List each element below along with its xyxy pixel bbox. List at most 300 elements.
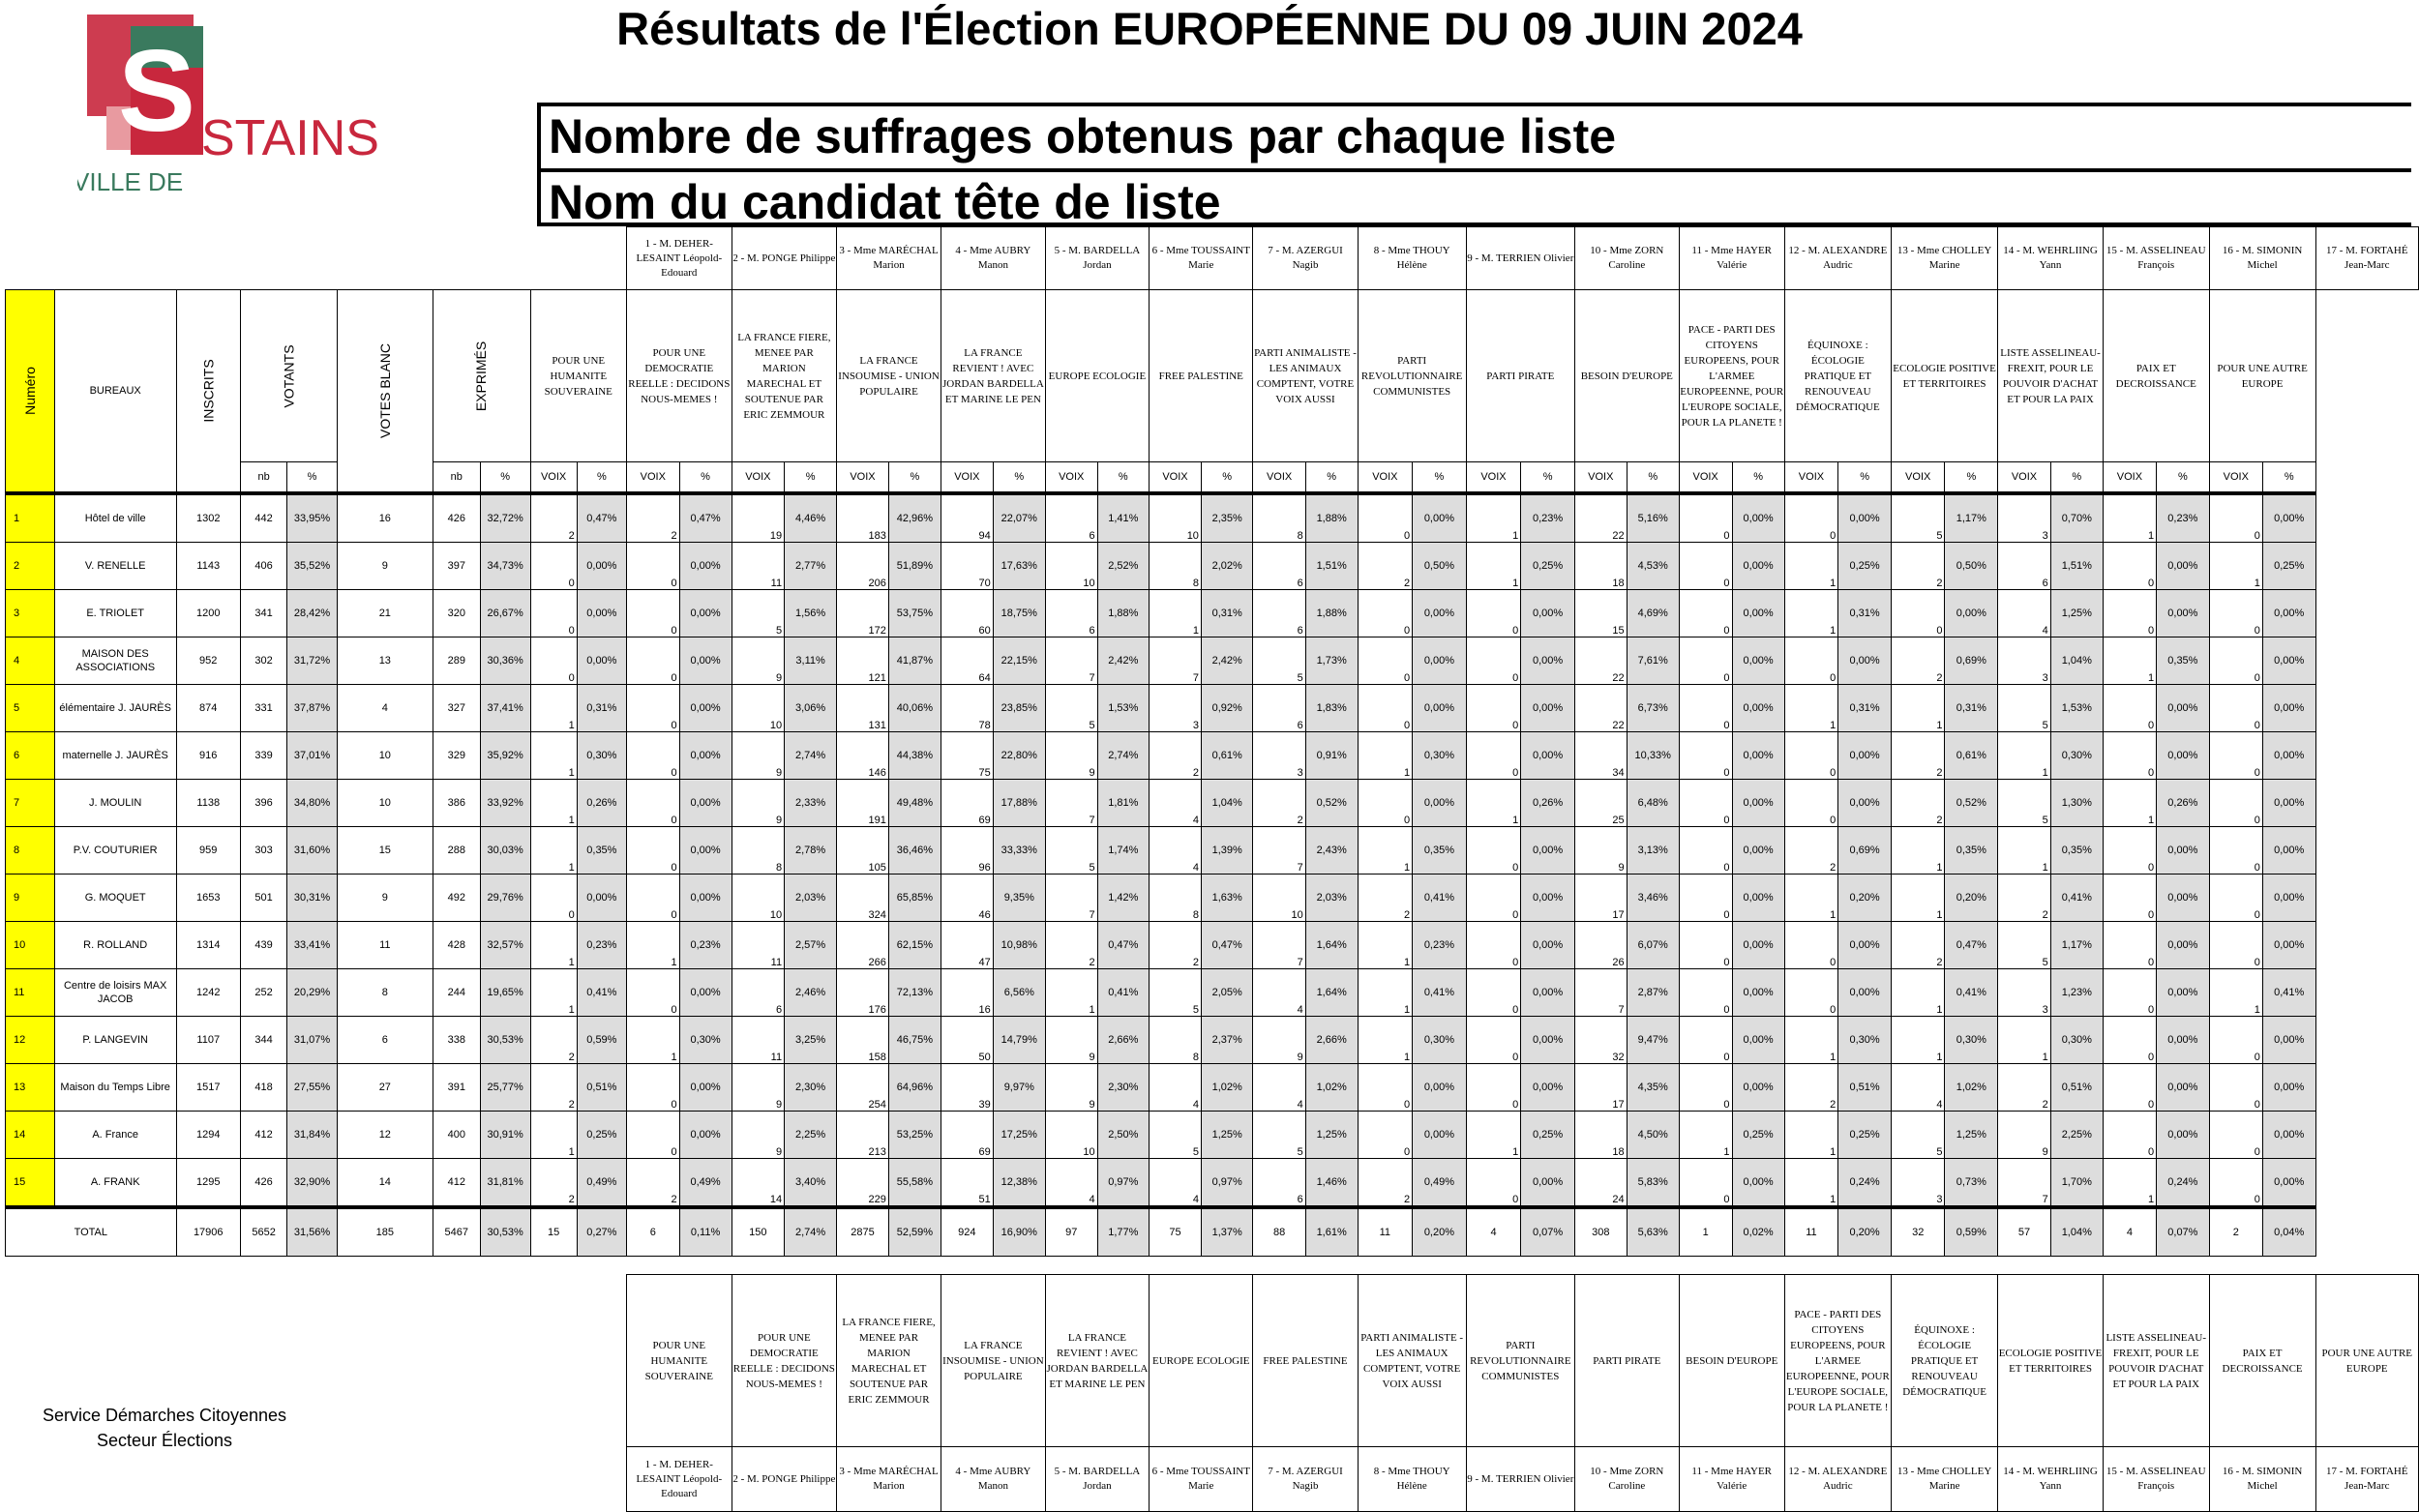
exprimes-pct-value: 30,53% xyxy=(480,1017,530,1064)
list-15-voix: 7 xyxy=(1998,1159,2051,1208)
votants-pct-value: 37,87% xyxy=(287,685,338,732)
logo-ville-de-text: VILLE DE xyxy=(77,167,184,196)
list-14-pct: 0,52% xyxy=(1945,780,1998,827)
list-2-voix: 0 xyxy=(627,1064,680,1112)
votants-pct-value: 27,55% xyxy=(287,1064,338,1112)
list-17-pct: 0,00% xyxy=(2262,493,2315,543)
blancs-value: 14 xyxy=(337,1159,433,1208)
list-4-pct: 36,46% xyxy=(888,827,941,875)
list-8-pct: 2,66% xyxy=(1305,1017,1358,1064)
list-13-voix: 0 xyxy=(1784,780,1837,827)
top-candidate-3: 3 - Mme MARÉCHAL Marion xyxy=(837,227,941,290)
row-number: 6 xyxy=(6,732,55,780)
list-7-voix: 4 xyxy=(1150,1159,1202,1208)
list-8-voix: 6 xyxy=(1253,1159,1305,1208)
bottom-list-12: PACE - PARTI DES CITOYENS EUROPEENS, POUR L'ARMEE EUROPEENNE, POUR L'EUROPE SOCIALE, POUR LA PLANETE ! xyxy=(1784,1275,1891,1447)
list-17-voix: 0 xyxy=(2209,590,2262,637)
list-7-pct: 1,63% xyxy=(1201,875,1253,922)
exprimes-nb-header: nb xyxy=(433,462,480,494)
list-4-pct: 51,89% xyxy=(888,543,941,590)
bottom-candidate-6: 6 - Mme TOUSSAINT Marie xyxy=(1150,1447,1253,1512)
list-14-voix: 1 xyxy=(1891,827,1944,875)
list-11-voix: 34 xyxy=(1574,732,1627,780)
bureau-name: Hôtel de ville xyxy=(54,493,176,543)
list-13-voix: 0 xyxy=(1784,922,1837,969)
table-row xyxy=(6,543,2419,590)
total-list-7-pct: 1,37% xyxy=(1201,1207,1253,1257)
list-12-pct: 0,00% xyxy=(1732,543,1784,590)
list-1-voix: 2 xyxy=(530,493,577,543)
list-12-voix: 0 xyxy=(1679,1159,1732,1208)
list-9-pct: 0,35% xyxy=(1413,827,1467,875)
exprimes-pct-value: 32,72% xyxy=(480,493,530,543)
table-row xyxy=(6,732,2419,780)
list-17-voix: 0 xyxy=(2209,685,2262,732)
list-17-voix: 0 xyxy=(2209,493,2262,543)
list-5-pct: 12,38% xyxy=(993,1159,1045,1208)
bottom-candidate-11: 11 - Mme HAYER Valérie xyxy=(1679,1447,1784,1512)
inscrits-value: 1200 xyxy=(176,590,240,637)
list-14-pct: 0,20% xyxy=(1945,875,1998,922)
list-16-voix: 0 xyxy=(2103,922,2156,969)
list-6-pct: 0,97% xyxy=(1097,1159,1149,1208)
bottom-candidate-12: 12 - M. ALEXANDRE Audric xyxy=(1784,1447,1891,1512)
list-16-voix: 0 xyxy=(2103,685,2156,732)
list-5-voix: 50 xyxy=(941,1017,993,1064)
bottom-spacer xyxy=(6,1447,627,1512)
list-10-voix: 0 xyxy=(1466,922,1521,969)
list-14-pct: 0,00% xyxy=(1945,590,1998,637)
voix-header: VOIX xyxy=(1466,462,1521,494)
list-12-voix: 0 xyxy=(1679,543,1732,590)
list-15-voix: 6 xyxy=(1998,543,2051,590)
list-8-voix: 3 xyxy=(1253,732,1305,780)
list-2-voix: 0 xyxy=(627,827,680,875)
exprimes-value: 338 xyxy=(433,1017,480,1064)
exprimes-value: 320 xyxy=(433,590,480,637)
list-pct-header: % xyxy=(2157,462,2210,494)
list-5-voix: 16 xyxy=(941,969,993,1017)
list-4-pct: 64,96% xyxy=(888,1064,941,1112)
list-11-pct: 4,35% xyxy=(1627,1064,1679,1112)
list-11-voix: 22 xyxy=(1574,637,1627,685)
list-15-pct: 0,30% xyxy=(2050,732,2103,780)
list-9-voix: 1 xyxy=(1358,732,1413,780)
top-list-15: LISTE ASSELINEAU-FREXIT, POUR LE POUVOIR D'ACHAT ET POUR LA PAIX xyxy=(1998,290,2104,462)
list-1-pct: 0,51% xyxy=(577,1064,626,1112)
list-10-pct: 0,00% xyxy=(1521,637,1575,685)
exprimes-value: 327 xyxy=(433,685,480,732)
list-4-pct: 72,13% xyxy=(888,969,941,1017)
list-8-pct: 1,51% xyxy=(1305,543,1358,590)
list-7-pct: 2,05% xyxy=(1201,969,1253,1017)
blancs-value: 9 xyxy=(337,543,433,590)
list-15-voix: 2 xyxy=(1998,1064,2051,1112)
bureau-name: E. TRIOLET xyxy=(54,590,176,637)
list-3-voix: 10 xyxy=(732,685,785,732)
votants-pct-value: 28,42% xyxy=(287,590,338,637)
list-5-pct: 23,85% xyxy=(993,685,1045,732)
list-13-pct: 0,00% xyxy=(1838,493,1892,543)
list-16-pct: 0,00% xyxy=(2157,827,2210,875)
list-pct-header: % xyxy=(1627,462,1679,494)
exprimes-value: 428 xyxy=(433,922,480,969)
votants-pct-value: 31,72% xyxy=(287,637,338,685)
votants-pct-value: 34,80% xyxy=(287,780,338,827)
list-15-voix: 4 xyxy=(1998,590,2051,637)
voix-header: VOIX xyxy=(1891,462,1944,494)
list-4-pct: 65,85% xyxy=(888,875,941,922)
bottom-candidate-15: 15 - M. ASSELINEAU François xyxy=(2103,1447,2209,1512)
list-16-voix: 1 xyxy=(2103,780,2156,827)
list-10-voix: 0 xyxy=(1466,637,1521,685)
exprimes-pct-value: 30,36% xyxy=(480,637,530,685)
bottom-candidate-9: 9 - M. TERRIEN Olivier xyxy=(1466,1447,1574,1512)
list-15-pct: 0,30% xyxy=(2050,1017,2103,1064)
top-candidate-13: 13 - Mme CHOLLEY Marine xyxy=(1891,227,1997,290)
list-7-pct: 1,04% xyxy=(1201,780,1253,827)
top-list-3: LA FRANCE FIERE, MENEE PAR MARION MARECHAL ET SOUTENUE PAR ERIC ZEMMOUR xyxy=(732,290,837,462)
list-4-pct: 41,87% xyxy=(888,637,941,685)
bottom-list-1: POUR UNE HUMANITE SOUVERAINE xyxy=(627,1275,732,1447)
list-11-voix: 32 xyxy=(1574,1017,1627,1064)
bureau-name: maternelle J. JAURÈS xyxy=(54,732,176,780)
list-15-pct: 1,70% xyxy=(2050,1159,2103,1208)
exprimes-value: 492 xyxy=(433,875,480,922)
list-12-voix: 0 xyxy=(1679,922,1732,969)
list-10-pct: 0,25% xyxy=(1521,543,1575,590)
bottom-candidate-14: 14 - M. WEHRLIING Yann xyxy=(1998,1447,2104,1512)
list-10-voix: 0 xyxy=(1466,1017,1521,1064)
table-row xyxy=(6,780,2419,827)
list-14-voix: 2 xyxy=(1891,543,1944,590)
list-14-pct: 0,69% xyxy=(1945,637,1998,685)
list-9-voix: 0 xyxy=(1358,590,1413,637)
list-8-voix: 6 xyxy=(1253,543,1305,590)
table-row xyxy=(6,1159,2419,1208)
list-7-voix: 5 xyxy=(1150,969,1202,1017)
list-14-pct: 1,17% xyxy=(1945,493,1998,543)
bottom-candidate-4: 4 - Mme AUBRY Manon xyxy=(941,1447,1045,1512)
bottom-candidate-16: 16 - M. SIMONIN Michel xyxy=(2209,1447,2315,1512)
bottom-list-9: PARTI REVOLUTIONNAIRE COMMUNISTES xyxy=(1466,1275,1574,1447)
list-2-pct: 0,00% xyxy=(679,732,732,780)
list-9-voix: 0 xyxy=(1358,685,1413,732)
list-17-voix: 0 xyxy=(2209,1112,2262,1159)
list-2-voix: 0 xyxy=(627,732,680,780)
inscrits-value: 916 xyxy=(176,732,240,780)
list-9-pct: 0,00% xyxy=(1413,1112,1467,1159)
list-2-pct: 0,00% xyxy=(679,685,732,732)
list-5-pct: 33,33% xyxy=(993,827,1045,875)
voix-header: VOIX xyxy=(2209,462,2262,494)
list-3-voix: 11 xyxy=(732,543,785,590)
table-row xyxy=(6,590,2419,637)
list-15-pct: 1,53% xyxy=(2050,685,2103,732)
list-17-pct: 0,00% xyxy=(2262,1112,2315,1159)
votants-pct-value: 32,90% xyxy=(287,1159,338,1208)
list-16-pct: 0,00% xyxy=(2157,590,2210,637)
list-13-pct: 0,25% xyxy=(1838,1112,1892,1159)
top-candidate-11: 11 - Mme HAYER Valérie xyxy=(1679,227,1784,290)
list-10-voix: 0 xyxy=(1466,1159,1521,1208)
list-8-voix: 10 xyxy=(1253,875,1305,922)
list-17-pct: 0,00% xyxy=(2262,732,2315,780)
total-list-6-pct: 1,77% xyxy=(1097,1207,1149,1257)
list-2-pct: 0,30% xyxy=(679,1017,732,1064)
list-4-voix: 105 xyxy=(837,827,889,875)
total-row xyxy=(6,1207,2419,1257)
list-9-voix: 1 xyxy=(1358,1017,1413,1064)
list-7-pct: 0,61% xyxy=(1201,732,1253,780)
list-3-voix: 9 xyxy=(732,637,785,685)
bottom-list-4: LA FRANCE INSOUMISE - UNION POPULAIRE xyxy=(941,1275,1045,1447)
list-9-voix: 1 xyxy=(1358,969,1413,1017)
list-5-pct: 14,79% xyxy=(993,1017,1045,1064)
list-5-voix: 94 xyxy=(941,493,993,543)
votants-value: 439 xyxy=(240,922,286,969)
page-title: Résultats de l'Élection EUROPÉENNE DU 09 JUIN 2024 xyxy=(616,3,1803,54)
list-11-voix: 15 xyxy=(1574,590,1627,637)
table-row xyxy=(6,1017,2419,1064)
list-6-voix: 6 xyxy=(1045,590,1097,637)
list-13-voix: 1 xyxy=(1784,1159,1837,1208)
list-3-pct: 2,46% xyxy=(785,969,837,1017)
list-7-voix: 4 xyxy=(1150,1064,1202,1112)
total-list-14-voix: 32 xyxy=(1891,1207,1944,1257)
list-9-voix: 0 xyxy=(1358,1064,1413,1112)
total-list-1-pct: 0,27% xyxy=(577,1207,626,1257)
list-12-voix: 1 xyxy=(1679,1112,1732,1159)
list-12-voix: 0 xyxy=(1679,590,1732,637)
list-4-pct: 44,38% xyxy=(888,732,941,780)
list-2-pct: 0,00% xyxy=(679,780,732,827)
row-number: 11 xyxy=(6,969,55,1017)
list-1-pct: 0,00% xyxy=(577,590,626,637)
voix-header: VOIX xyxy=(732,462,785,494)
top-candidate-5: 5 - M. BARDELLA Jordan xyxy=(1045,227,1149,290)
list-12-voix: 0 xyxy=(1679,1017,1732,1064)
list-17-pct: 0,25% xyxy=(2262,543,2315,590)
list-16-voix: 0 xyxy=(2103,1017,2156,1064)
list-8-pct: 2,03% xyxy=(1305,875,1358,922)
list-9-pct: 0,00% xyxy=(1413,590,1467,637)
list-9-pct: 0,00% xyxy=(1413,637,1467,685)
exprimes-pct-value: 37,41% xyxy=(480,685,530,732)
inscrits-value: 1138 xyxy=(176,780,240,827)
list-14-voix: 5 xyxy=(1891,1112,1944,1159)
list-8-pct: 1,46% xyxy=(1305,1159,1358,1208)
top-candidate-14: 14 - M. WEHRLIING Yann xyxy=(1998,227,2104,290)
list-3-voix: 9 xyxy=(732,780,785,827)
bureau-name: Centre de loisirs MAX JACOB xyxy=(54,969,176,1017)
top-candidate-17: 17 - M. FORTAHÉ Jean-Marc xyxy=(2315,227,2418,290)
list-14-pct: 0,35% xyxy=(1945,827,1998,875)
list-1-voix: 1 xyxy=(530,827,577,875)
bottom-candidate-10: 10 - Mme ZORN Caroline xyxy=(1574,1447,1679,1512)
blancs-value: 13 xyxy=(337,637,433,685)
list-12-voix: 0 xyxy=(1679,827,1732,875)
list-5-voix: 60 xyxy=(941,590,993,637)
list-13-pct: 0,30% xyxy=(1838,1017,1892,1064)
bottom-candidate-5: 5 - M. BARDELLA Jordan xyxy=(1045,1447,1149,1512)
list-1-pct: 0,30% xyxy=(577,732,626,780)
list-14-pct: 1,02% xyxy=(1945,1064,1998,1112)
list-14-pct: 0,73% xyxy=(1945,1159,1998,1208)
list-7-pct: 2,02% xyxy=(1201,543,1253,590)
voix-header: VOIX xyxy=(837,462,889,494)
top-list-8: PARTI ANIMALISTE - LES ANIMAUX COMPTENT, VOTRE VOIX AUSSI xyxy=(1253,290,1358,462)
list-10-voix: 0 xyxy=(1466,969,1521,1017)
footer-service: Service Démarches Citoyennes xyxy=(42,1406,287,1425)
list-5-voix: 96 xyxy=(941,827,993,875)
bureau-name: MAISON DES ASSOCIATIONS xyxy=(54,637,176,685)
inscrits-value: 959 xyxy=(176,827,240,875)
total-list-1-voix: 15 xyxy=(530,1207,577,1257)
list-6-pct: 1,74% xyxy=(1097,827,1149,875)
total-list-4-voix: 2875 xyxy=(837,1207,889,1257)
total-list-3-voix: 150 xyxy=(732,1207,785,1257)
inscrits-value: 1294 xyxy=(176,1112,240,1159)
total-list-9-voix: 11 xyxy=(1358,1207,1413,1257)
list-3-pct: 2,03% xyxy=(785,875,837,922)
list-5-voix: 47 xyxy=(941,922,993,969)
list-14-pct: 0,31% xyxy=(1945,685,1998,732)
list-10-pct: 0,25% xyxy=(1521,1112,1575,1159)
svg-text:S: S xyxy=(118,26,196,156)
list-2-pct: 0,00% xyxy=(679,875,732,922)
list-16-voix: 1 xyxy=(2103,1159,2156,1208)
bureau-name: V. RENELLE xyxy=(54,543,176,590)
votants-pct-value: 20,29% xyxy=(287,969,338,1017)
list-11-pct: 5,83% xyxy=(1627,1159,1679,1208)
list-4-voix: 206 xyxy=(837,543,889,590)
list-14-voix: 3 xyxy=(1891,1159,1944,1208)
list-5-voix: 78 xyxy=(941,685,993,732)
list-9-pct: 0,41% xyxy=(1413,969,1467,1017)
bottom-list-3: LA FRANCE FIERE, MENEE PAR MARION MARECHAL ET SOUTENUE PAR ERIC ZEMMOUR xyxy=(837,1275,941,1447)
exprimes-pct-value: 34,73% xyxy=(480,543,530,590)
list-15-pct: 2,25% xyxy=(2050,1112,2103,1159)
exprimes-header-label: EXPRIMÉS xyxy=(473,341,490,411)
list-3-pct: 1,56% xyxy=(785,590,837,637)
top-list-12: PACE - PARTI DES CITOYENS EUROPEENS, POUR L'ARMEE EUROPEENNE, POUR L'EUROPE SOCIALE, POUR LA PLANETE ! xyxy=(1679,290,1784,462)
list-10-pct: 0,00% xyxy=(1521,732,1575,780)
list-12-voix: 0 xyxy=(1679,969,1732,1017)
list-16-voix: 0 xyxy=(2103,1064,2156,1112)
bottom-list-16: PAIX ET DECROISSANCE xyxy=(2209,1275,2315,1447)
list-13-pct: 0,00% xyxy=(1838,922,1892,969)
gap xyxy=(6,1257,2419,1275)
top-list-1: POUR UNE HUMANITE SOUVERAINE xyxy=(530,290,627,462)
list-11-pct: 4,53% xyxy=(1627,543,1679,590)
list-15-voix: 3 xyxy=(1998,637,2051,685)
list-5-voix: 64 xyxy=(941,637,993,685)
table-row xyxy=(6,493,2419,543)
list-10-pct: 0,26% xyxy=(1521,780,1575,827)
list-5-pct: 10,98% xyxy=(993,922,1045,969)
list-12-pct: 0,25% xyxy=(1732,1112,1784,1159)
votes-blanc-header-label: VOTES BLANC xyxy=(376,342,393,439)
voix-header: VOIX xyxy=(941,462,993,494)
list-7-pct: 2,35% xyxy=(1201,493,1253,543)
row-number: 14 xyxy=(6,1112,55,1159)
list-2-pct: 0,23% xyxy=(679,922,732,969)
list-6-voix: 9 xyxy=(1045,1064,1097,1112)
list-8-voix: 5 xyxy=(1253,637,1305,685)
list-5-pct: 17,88% xyxy=(993,780,1045,827)
stains-logo xyxy=(77,15,387,198)
inscrits-value: 1517 xyxy=(176,1064,240,1112)
list-9-pct: 0,30% xyxy=(1413,732,1467,780)
list-3-voix: 9 xyxy=(732,1112,785,1159)
list-9-pct: 0,23% xyxy=(1413,922,1467,969)
list-6-pct: 0,41% xyxy=(1097,969,1149,1017)
list-15-voix: 5 xyxy=(1998,685,2051,732)
top-list-14: ECOLOGIE POSITIVE ET TERRITOIRES xyxy=(1891,290,1997,462)
list-9-voix: 2 xyxy=(1358,875,1413,922)
list-9-voix: 2 xyxy=(1358,543,1413,590)
results-table xyxy=(5,226,2419,1512)
list-11-pct: 5,16% xyxy=(1627,493,1679,543)
bureau-name: P.V. COUTURIER xyxy=(54,827,176,875)
list-6-pct: 2,66% xyxy=(1097,1017,1149,1064)
list-4-pct: 62,15% xyxy=(888,922,941,969)
votants-pct-value: 33,41% xyxy=(287,922,338,969)
list-5-pct: 9,97% xyxy=(993,1064,1045,1112)
list-8-pct: 1,73% xyxy=(1305,637,1358,685)
votants-pct-value: 31,07% xyxy=(287,1017,338,1064)
list-17-pct: 0,00% xyxy=(2262,590,2315,637)
list-16-pct: 0,00% xyxy=(2157,1017,2210,1064)
inscrits-value: 952 xyxy=(176,637,240,685)
footer xyxy=(19,1403,310,1453)
list-10-pct: 0,00% xyxy=(1521,922,1575,969)
votants-value: 442 xyxy=(240,493,286,543)
votants-pct-value: 31,84% xyxy=(287,1112,338,1159)
list-11-pct: 9,47% xyxy=(1627,1017,1679,1064)
table-row xyxy=(6,969,2419,1017)
list-6-voix: 10 xyxy=(1045,1112,1097,1159)
list-10-voix: 1 xyxy=(1466,1112,1521,1159)
list-13-pct: 0,31% xyxy=(1838,685,1892,732)
list-12-pct: 0,00% xyxy=(1732,1064,1784,1112)
votants-pct-value: 35,52% xyxy=(287,543,338,590)
exprimes-pct-value: 30,91% xyxy=(480,1112,530,1159)
list-3-voix: 9 xyxy=(732,1064,785,1112)
list-14-pct: 1,25% xyxy=(1945,1112,1998,1159)
exprimes-value: 386 xyxy=(433,780,480,827)
votants-value: 341 xyxy=(240,590,286,637)
list-6-voix: 9 xyxy=(1045,1017,1097,1064)
list-12-pct: 0,00% xyxy=(1732,875,1784,922)
list-6-voix: 10 xyxy=(1045,543,1097,590)
list-2-pct: 0,00% xyxy=(679,827,732,875)
top-candidate-6: 6 - Mme TOUSSAINT Marie xyxy=(1150,227,1253,290)
list-8-pct: 1,88% xyxy=(1305,590,1358,637)
header-line-candidat: Nom du candidat tête de liste xyxy=(541,168,2411,230)
list-9-voix: 0 xyxy=(1358,637,1413,685)
list-12-voix: 0 xyxy=(1679,780,1732,827)
total-list-11-pct: 5,63% xyxy=(1627,1207,1679,1257)
numero-header xyxy=(6,290,55,494)
list-2-pct: 0,47% xyxy=(679,493,732,543)
list-8-voix: 6 xyxy=(1253,685,1305,732)
bottom-list-8: PARTI ANIMALISTE - LES ANIMAUX COMPTENT, VOTRE VOIX AUSSI xyxy=(1358,1275,1466,1447)
total-list-13-pct: 0,20% xyxy=(1838,1207,1892,1257)
list-12-voix: 0 xyxy=(1679,637,1732,685)
list-5-voix: 70 xyxy=(941,543,993,590)
